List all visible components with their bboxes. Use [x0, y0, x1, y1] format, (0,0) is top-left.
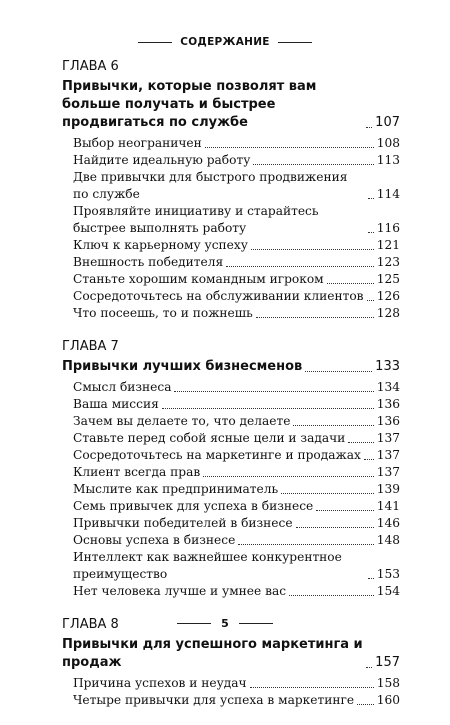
- chapter-block: [62, 338, 400, 600]
- section-page-number: 123: [376, 255, 400, 269]
- section-entry[interactable]: [73, 515, 400, 532]
- header-rule-left: [138, 42, 172, 43]
- section-page-number: 146: [376, 516, 400, 530]
- section-list: [62, 379, 400, 600]
- section-entry[interactable]: [73, 152, 400, 169]
- dot-leader: [293, 425, 373, 426]
- section-entry[interactable]: [73, 254, 400, 271]
- section-entry[interactable]: [73, 396, 400, 413]
- section-title: Нет человека лучше и умнее вас: [73, 584, 287, 598]
- section-title: Ключ к карьерному успеху: [73, 238, 248, 252]
- section-page-number: 128: [376, 306, 400, 320]
- section-entry[interactable]: [73, 203, 400, 237]
- dot-leader: [305, 371, 372, 372]
- section-title: Что посеешь, то и пожнешь: [73, 306, 253, 320]
- dot-leader: [296, 527, 374, 528]
- section-page-number: 134: [376, 380, 400, 394]
- section-entry[interactable]: [73, 288, 400, 305]
- dot-leader: [162, 408, 374, 409]
- section-entry[interactable]: [73, 481, 400, 498]
- header-rule-right: [278, 42, 312, 43]
- section-entry[interactable]: [73, 237, 400, 254]
- dot-leader: [348, 442, 373, 443]
- section-page-number: 113: [376, 153, 400, 167]
- footer-rule-right: [239, 623, 273, 624]
- section-title: Причина успехов и неудач: [73, 676, 247, 690]
- dot-leader: [327, 283, 374, 284]
- chapter-page-number: 107: [375, 115, 400, 130]
- chapter-block: [62, 58, 400, 322]
- section-title: Выбор неограничен: [73, 136, 202, 150]
- dot-leader: [368, 232, 374, 233]
- section-entry[interactable]: [73, 583, 400, 600]
- dot-leader: [256, 317, 374, 318]
- section-page-number: 136: [376, 414, 400, 428]
- section-title: Проявляйте инициативу и старайтесь быстрее выполнять работу: [73, 204, 319, 235]
- section-title: Ставьте перед собой ясные цели и задачи: [73, 431, 346, 445]
- section-title: Четыре привычки для успеха в маркетинге: [73, 693, 355, 707]
- section-title: Ваша миссия: [73, 397, 159, 411]
- dot-leader: [238, 544, 373, 545]
- section-page-number: 137: [376, 431, 400, 445]
- chapter-page-number: 133: [375, 359, 400, 374]
- page-header: [0, 32, 450, 52]
- footer-rule-left: [177, 623, 211, 624]
- dot-leader: [367, 300, 374, 301]
- chapter-page-number: 157: [375, 655, 400, 670]
- section-page-number: 158: [376, 676, 400, 690]
- section-page-number: 121: [376, 238, 400, 252]
- chapter-title: Привычки лучших бизнесменов: [62, 359, 303, 374]
- section-page-number: 139: [376, 482, 400, 496]
- dot-leader: [253, 164, 373, 165]
- dot-leader: [289, 595, 374, 596]
- dot-leader: [316, 510, 373, 511]
- section-page-number: 125: [376, 272, 400, 286]
- section-page-number: 160: [376, 693, 400, 707]
- section-title: Найдите идеальную работу: [73, 153, 251, 167]
- chapter-title: Привычки, которые позволят вам больше получать и быстрее продвигаться по службе: [62, 79, 317, 130]
- section-entry[interactable]: [73, 692, 400, 709]
- dot-leader: [368, 198, 374, 199]
- dot-leader: [366, 127, 372, 128]
- dot-leader: [226, 266, 374, 267]
- section-entry[interactable]: [73, 430, 400, 447]
- section-page-number: 148: [376, 533, 400, 547]
- section-list: [62, 135, 400, 322]
- section-entry[interactable]: [73, 271, 400, 288]
- section-entry[interactable]: [73, 498, 400, 515]
- dot-leader: [250, 687, 374, 688]
- page-number: 5: [221, 616, 229, 630]
- dot-leader: [205, 147, 374, 148]
- section-entry[interactable]: [73, 169, 400, 203]
- page-footer: [0, 614, 450, 632]
- section-title: Станьте хорошим командным игроком: [73, 272, 324, 286]
- section-entry[interactable]: [73, 675, 400, 692]
- section-entry[interactable]: [73, 305, 400, 322]
- section-entry[interactable]: [73, 135, 400, 152]
- section-page-number: 153: [376, 567, 400, 581]
- section-title: Интеллект как важнейшее конкурентное преимущество: [73, 550, 342, 581]
- dot-leader: [203, 476, 374, 477]
- chapter-title-entry[interactable]: [62, 636, 400, 672]
- chapter-title: Привычки для успешного маркетинга и продаж: [62, 637, 363, 670]
- dot-leader: [366, 667, 372, 668]
- section-title: Мыслите как предприниматель: [73, 482, 279, 496]
- dot-leader: [251, 249, 374, 250]
- section-title: Зачем вы делаете то, что делаете: [73, 414, 291, 428]
- section-page-number: 137: [376, 448, 400, 462]
- section-title: Две привычки для быстрого продвижения по службе: [73, 170, 348, 201]
- section-entry[interactable]: [73, 413, 400, 430]
- chapter-title-entry[interactable]: [62, 78, 400, 132]
- section-page-number: 114: [376, 187, 400, 201]
- chapter-label: ГЛАВА 8: [62, 617, 119, 632]
- section-entry[interactable]: [73, 447, 400, 464]
- section-page-number: 154: [376, 584, 400, 598]
- section-page-number: 108: [376, 136, 400, 150]
- dot-leader: [281, 493, 374, 494]
- section-title: Сосредоточьтесь на маркетинге и продажах: [73, 448, 361, 462]
- section-title: Семь привычек для успеха в бизнесе: [73, 499, 314, 513]
- section-entry[interactable]: [73, 379, 400, 396]
- section-title: Внешность победителя: [73, 255, 224, 269]
- dot-leader: [364, 459, 374, 460]
- page-title: СОДЕРЖАНИЕ: [180, 36, 270, 48]
- section-entry[interactable]: [73, 549, 400, 583]
- section-entry[interactable]: [73, 532, 400, 549]
- section-title: Сосредоточьтесь на обслуживании клиентов: [73, 289, 364, 303]
- section-page-number: 136: [376, 397, 400, 411]
- section-list: [62, 675, 400, 709]
- section-page-number: 141: [376, 499, 400, 513]
- section-title: Клиент всегда прав: [73, 465, 201, 479]
- chapter-label: ГЛАВА 7: [62, 339, 119, 354]
- section-page-number: 116: [376, 221, 400, 235]
- dot-leader: [368, 578, 374, 579]
- section-page-number: 126: [376, 289, 400, 303]
- chapter-title-entry[interactable]: [62, 358, 400, 376]
- dot-leader: [357, 704, 374, 705]
- section-title: Основы успеха в бизнесе: [73, 533, 236, 547]
- section-title: Смысл бизнеса: [73, 380, 172, 394]
- section-title: Привычки победителей в бизнесе: [73, 516, 293, 530]
- section-page-number: 137: [376, 465, 400, 479]
- dot-leader: [174, 391, 373, 392]
- chapter-label: ГЛАВА 6: [62, 59, 119, 74]
- section-entry[interactable]: [73, 464, 400, 481]
